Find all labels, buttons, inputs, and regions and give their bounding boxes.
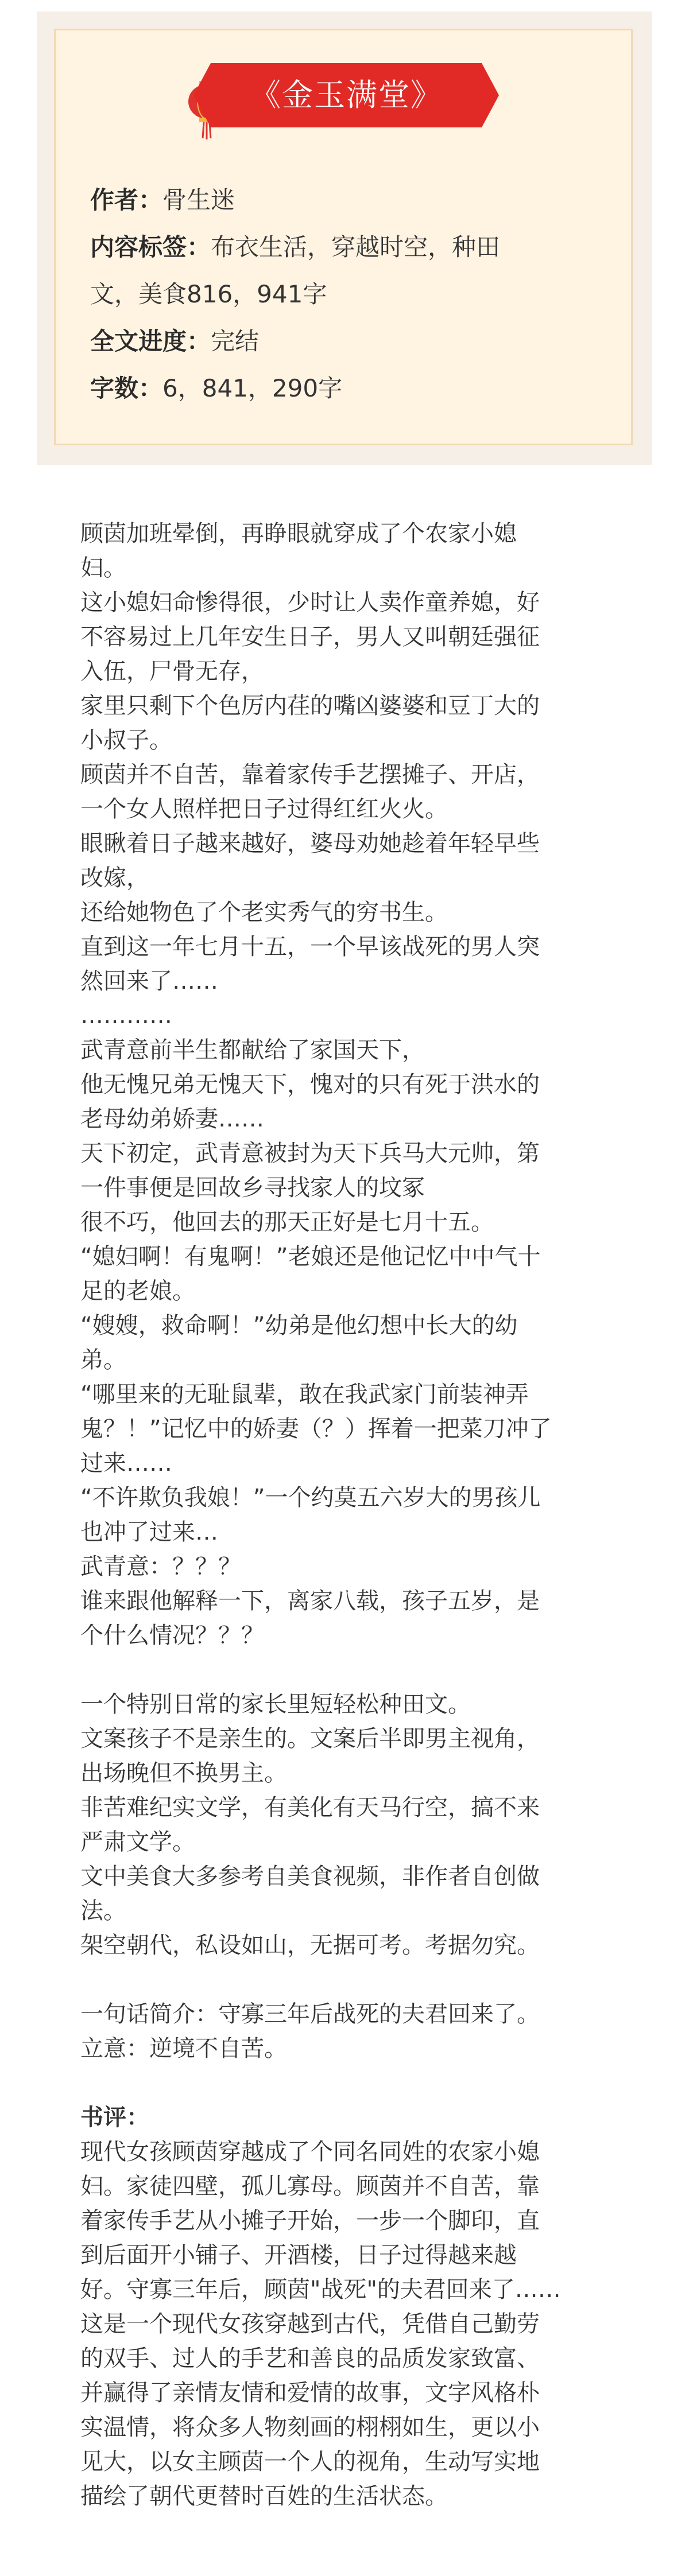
synopsis-line: 顾茵并不自苦，靠着家传手艺摆摊子、开店， (80, 761, 540, 788)
synopsis-line: 一个特别日常的家长里短轻松种田文。 (80, 1691, 471, 1718)
synopsis-line: 入伍，尸骨无存， (80, 658, 264, 685)
book-title: 《金玉满堂》 (211, 63, 482, 127)
word-count-label: 字数： (90, 374, 163, 402)
synopsis-line: 这小媳妇命惨得很，少时让人卖作童养媳，好 (80, 589, 540, 616)
synopsis-line: “嫂嫂，救命啊！”幼弟是他幻想中长大的幼 (80, 1312, 518, 1339)
synopsis-line: 现代女孩顾茵穿越成了个同名同姓的农家小媳 (80, 2139, 540, 2165)
synopsis-line: 并赢得了亲情友情和爱情的故事，文字风格朴 (80, 2380, 540, 2406)
synopsis-text (80, 516, 614, 2513)
synopsis-line: 眼瞅着日子越来越好，婆母劝她趁着年轻早些 (80, 830, 540, 857)
synopsis-line: 文中美食大多参考自美食视频，非作者自创做 (80, 1863, 540, 1890)
synopsis-line: 个什么情况？？？ (80, 1622, 264, 1649)
synopsis-line: 直到这一年七月十五，一个早该战死的男人突 (80, 934, 540, 960)
synopsis-line: 很不巧，他回去的那天正好是七月十五。 (80, 1209, 494, 1235)
progress-row (90, 318, 607, 365)
synopsis-line: 鬼？！”记忆中的娇妻（？）挥着一把菜刀冲了 (80, 1416, 552, 1442)
synopsis-line: 改嫁， (80, 865, 149, 891)
author-value: 骨生迷 (162, 186, 235, 214)
synopsis-line: 一件事便是回故乡寻找家人的坟冢 (80, 1175, 425, 1201)
synopsis-line: 非苦难纪实文学，有美化有天马行空，搞不来 (80, 1794, 540, 1821)
synopsis-line: 描绘了朝代更替时百姓的生活状态。 (80, 2483, 448, 2509)
progress-value: 完结 (211, 327, 260, 355)
tags-row (90, 224, 607, 271)
tags-label: 内容标签： (90, 233, 211, 261)
book-info-card-background (37, 11, 652, 465)
synopsis-line: 文案孩子不是亲生的。文案后半即男主视角， (80, 1726, 540, 1752)
paragraph-gap (80, 1963, 614, 1997)
tags-value-line2: 文，美食816，941字 (90, 280, 327, 308)
synopsis-line: 过来…… (80, 1450, 172, 1477)
synopsis-line: 的双手、过人的手艺和善良的品质发家致富、 (80, 2345, 540, 2372)
synopsis-line: 顾茵加班晕倒，再睁眼就穿成了个农家小媳 (80, 520, 517, 547)
synopsis-line: 不容易过上几年安生日子，男人又叫朝廷强征 (80, 624, 540, 650)
synopsis-line: 到后面开小铺子、开酒楼，日子过得越来越 (80, 2242, 517, 2268)
word-count-row (90, 365, 607, 412)
synopsis-line: 还给她物色了个老实秀气的穷书生。 (80, 899, 448, 926)
synopsis-line: ………… (80, 1003, 172, 1029)
synopsis-line: 一句话简介：守寡三年后战死的夫君回来了。 (80, 2001, 540, 2027)
synopsis-line: 老母幼弟娇妻…… (80, 1106, 264, 1132)
synopsis-line: 书评： (80, 2104, 149, 2131)
author-row (90, 177, 607, 224)
synopsis-line: 天下初定，武青意被封为天下兵马大元帅，第 (80, 1140, 540, 1167)
synopsis-line: “哪里来的无耻鼠辈，敢在我武家门前装神弄 (80, 1381, 529, 1408)
synopsis-line: 然回来了…… (80, 968, 218, 994)
synopsis-line: 见大，以女主顾茵一个人的视角，生动写实地 (80, 2449, 540, 2475)
synopsis-line: 谁来跟他解释一下，离家八载，孩子五岁，是 (80, 1588, 540, 1614)
word-count-value: 6，841，290字 (162, 374, 343, 402)
synopsis-line: 武青意：？？？ (80, 1553, 241, 1580)
synopsis-line: 妇。家徒四壁，孤儿寡母。顾茵并不自苦，靠 (80, 2173, 540, 2200)
synopsis-line: 实温情，将众多人物刻画的栩栩如生，更以小 (80, 2414, 540, 2441)
synopsis-line: 架空朝代，私设如山，无据可考。考据勿究。 (80, 1932, 540, 1959)
synopsis-line: 足的老娘。 (80, 1278, 195, 1304)
synopsis-line: 着家传手艺从小摊子开始，一步一个脚印，直 (80, 2208, 540, 2234)
synopsis-line: 好。守寡三年后，顾茵"战死"的夫君回来了…… (80, 2276, 561, 2303)
synopsis-line: 妇。 (80, 555, 126, 581)
synopsis-line: 立意：逆境不自苦。 (80, 2035, 287, 2062)
synopsis-line: 法。 (80, 1898, 126, 1924)
synopsis-line: 严肃文学。 (80, 1829, 195, 1855)
synopsis-line: 小叔子。 (80, 727, 172, 753)
progress-label: 全文进度： (90, 327, 211, 355)
synopsis-line: 武青意前半生都献给了家国天下， (80, 1037, 425, 1063)
paragraph-gap (80, 2066, 614, 2100)
book-info-card (54, 29, 633, 445)
synopsis-line: 出场晚但不换男主。 (80, 1760, 287, 1786)
tags-row-cont (90, 271, 607, 318)
tags-value-line1: 布衣生活，穿越时空，种田 (211, 233, 501, 261)
synopsis-line: 他无愧兄弟无愧天下，愧对的只有死于洪水的 (80, 1071, 540, 1098)
synopsis-line: 也冲了过来… (80, 1519, 218, 1545)
author-label: 作者： (90, 186, 163, 214)
synopsis-line: 一个女人照样把日子过得红红火火。 (80, 796, 448, 822)
synopsis-line: “媳妇啊！有鬼啊！”老娘还是他记忆中中气十 (80, 1244, 541, 1270)
synopsis-line: 弟。 (80, 1347, 126, 1373)
synopsis-line: 家里只剩下个色厉内荏的嘴凶婆婆和豆丁大的 (80, 693, 540, 719)
paragraph-gap (80, 1653, 614, 1687)
synopsis-line: 这是一个现代女孩穿越到古代，凭借自己勤劳 (80, 2311, 540, 2337)
book-meta (90, 177, 607, 412)
synopsis-line: “不许欺负我娘！”一个约莫五六岁大的男孩儿 (80, 1485, 541, 1511)
